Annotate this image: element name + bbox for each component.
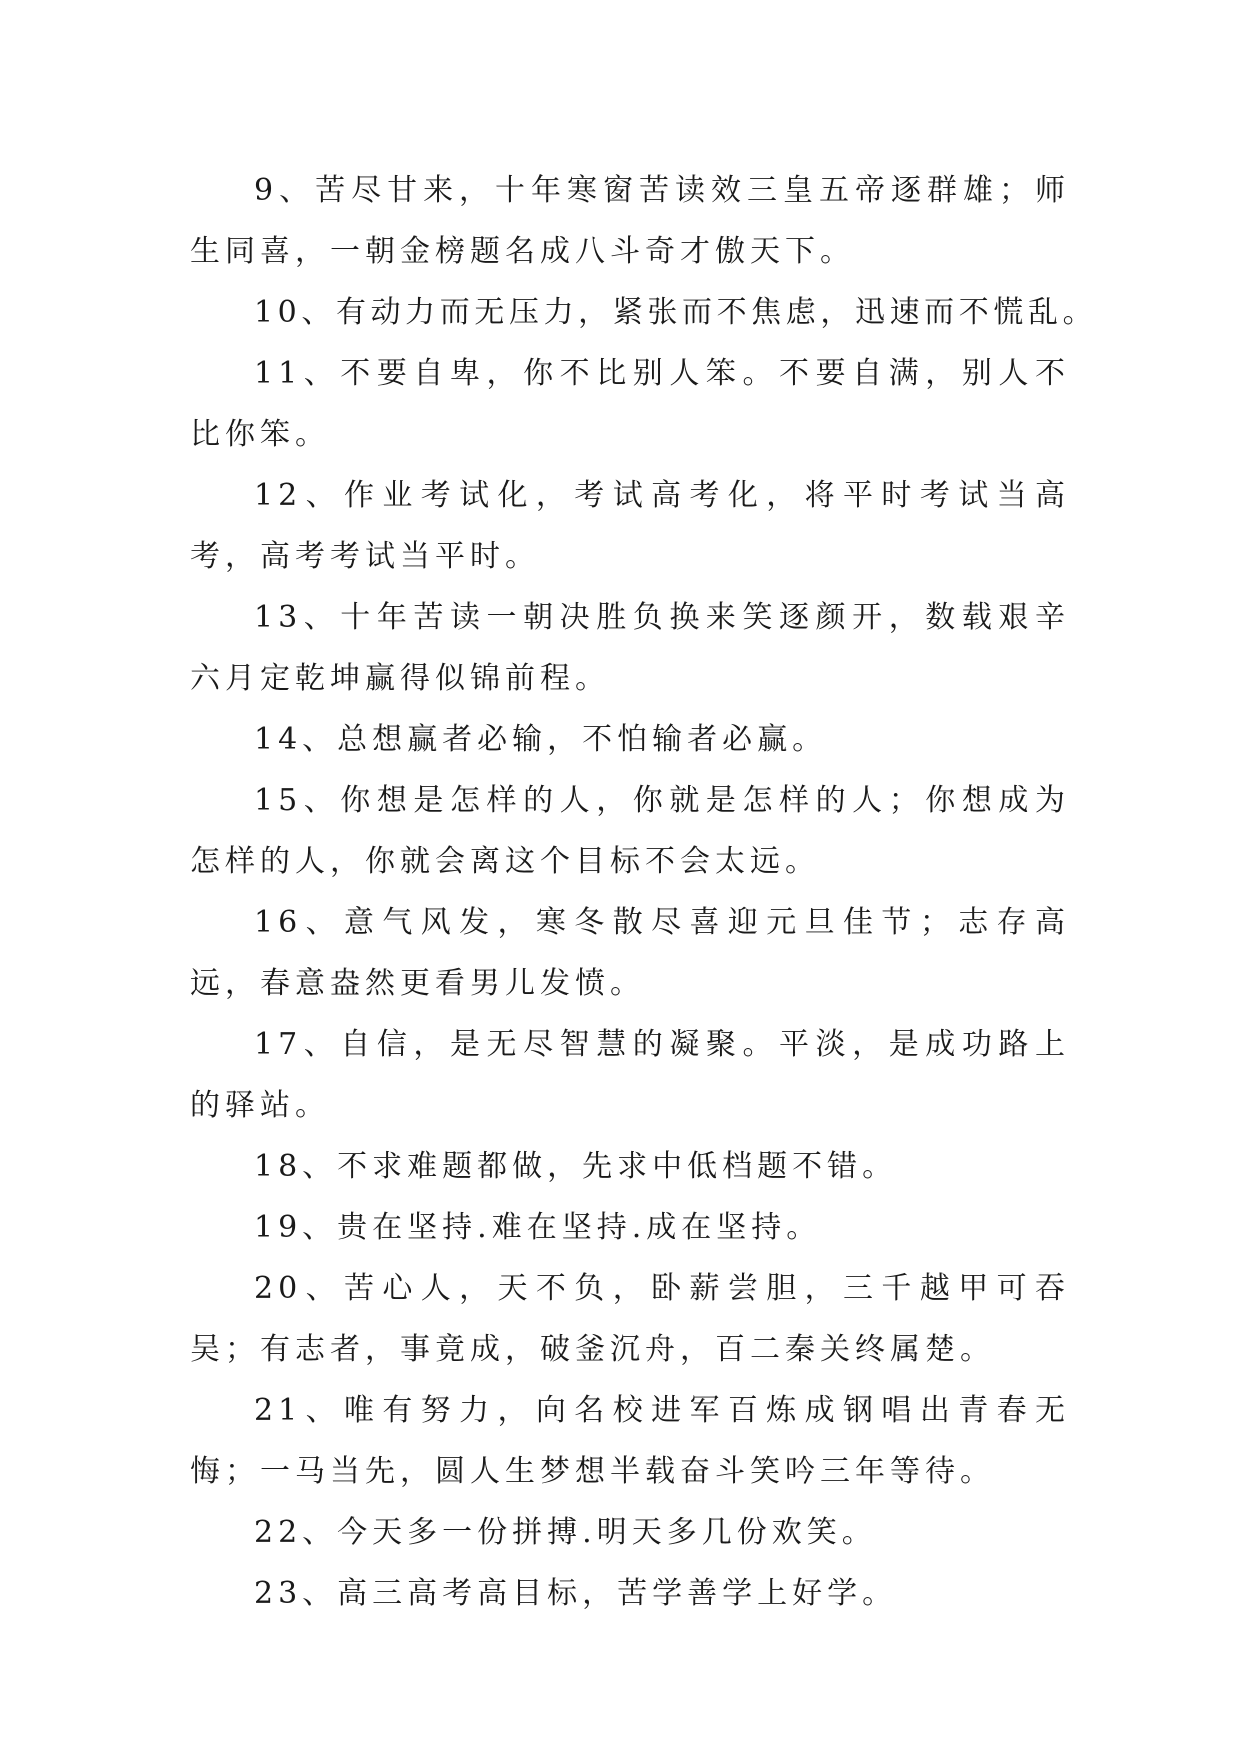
paragraph-10: 10、有动力而无压力，紧张而不焦虑，迅速而不慌乱。 — [254, 295, 1098, 330]
document-body — [190, 160, 1098, 1624]
paragraph-15: 15、你想是怎样的人，你就是怎样的人；你想成为怎样的人，你就会离这个目标不会太远。 — [190, 783, 1070, 879]
paragraph-16: 16、意气风发，寒冬散尽喜迎元旦佳节；志存高远，春意盎然更看男儿发愤。 — [190, 905, 1070, 1001]
paragraph-14: 14、总想赢者必输，不怕输者必赢。 — [254, 722, 828, 757]
paragraph-21: 21、唯有努力，向名校进军百炼成钢唱出青春无悔；一马当先，圆人生梦想半载奋斗笑吟三年等待。 — [190, 1393, 1070, 1489]
paragraph-20: 20、苦心人，天不负，卧薪尝胆，三千越甲可吞吴；有志者，事竟成，破釜沉舟，百二秦关终属楚。 — [190, 1271, 1070, 1367]
paragraph-11: 11、不要自卑，你不比别人笨。不要自满，别人不比你笨。 — [190, 356, 1070, 452]
paragraph-19: 19、贵在坚持.难在坚持.成在坚持。 — [254, 1210, 822, 1245]
paragraph-12: 12、作业考试化，考试高考化，将平时考试当高考，高考考试当平时。 — [190, 478, 1070, 574]
paragraph-22: 22、今天多一份拼搏.明天多几份欢笑。 — [254, 1515, 877, 1550]
paragraph-17: 17、自信，是无尽智慧的凝聚。平淡，是成功路上的驿站。 — [190, 1027, 1070, 1123]
paragraph-9: 9、苦尽甘来，十年寒窗苦读效三皇五帝逐群雄；师生同喜，一朝金榜题名成八斗奇才傲天下。 — [190, 173, 1070, 269]
paragraph-13: 13、十年苦读一朝决胜负换来笑逐颜开，数载艰辛六月定乾坤赢得似锦前程。 — [190, 600, 1070, 696]
paragraph-18: 18、不求难题都做，先求中低档题不错。 — [254, 1149, 898, 1184]
paragraph-23: 23、高三高考高目标，苦学善学上好学。 — [254, 1576, 898, 1611]
